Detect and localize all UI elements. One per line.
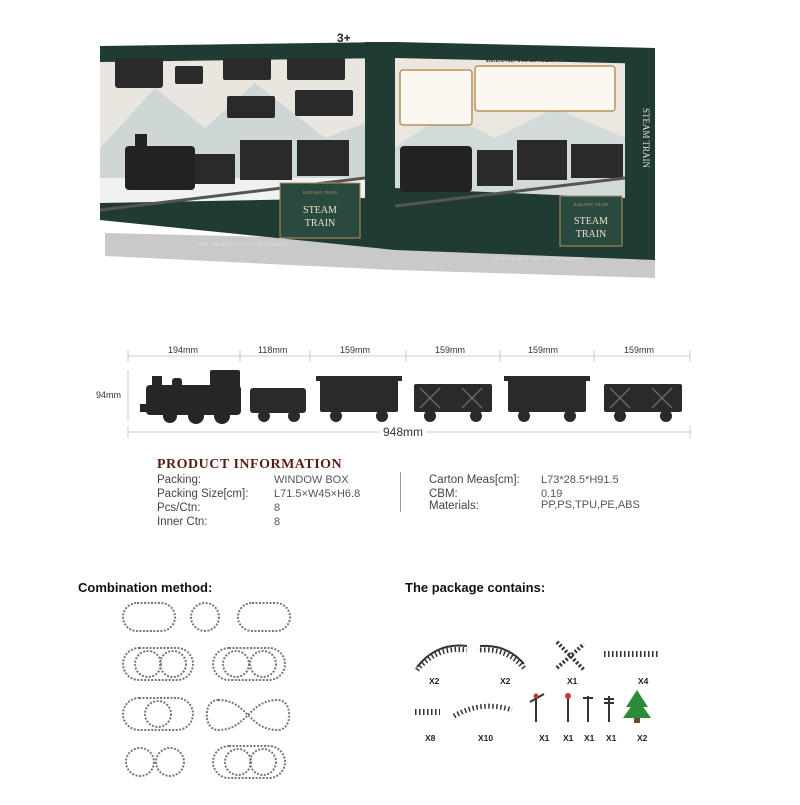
dim-height: 94mm [96,390,122,400]
combination-title: Combination method: [78,580,213,595]
item-long-curve [454,706,512,716]
pi-val-inner-ctn: 8 [274,516,281,528]
track-layouts-illustration [118,600,298,800]
pi-val-materials: PP,PS,TPU,PE,ABS [541,499,640,511]
dim-seg-4: 159mm [435,345,466,355]
qty-row2-4: X1 [563,733,574,743]
qty-row2-6: X1 [606,733,617,743]
qty-row2-2: X10 [478,733,494,743]
svg-text:TRAIN: TRAIN [575,229,607,240]
locomotive [140,370,241,424]
train-dimension-diagram [96,340,700,440]
qty-row2-5: X1 [584,733,595,743]
dim-seg-1: 194mm [168,345,199,355]
pi-val-carton: L73*28.5*H91.5 [541,474,619,486]
svg-text:STEAM: STEAM [574,216,608,227]
pi-divider [400,472,401,512]
pi-key-inner-ctn: Inner Ctn: [157,516,208,528]
dim-seg-5: 159mm [528,345,559,355]
item-crossing-sign [583,696,593,722]
dim-seg-3: 159mm [340,345,371,355]
box-car-1 [414,384,492,422]
deluxe-label: DELUXE TRAIN SET [485,56,555,64]
product-box-image [95,28,665,288]
box-product-name-2: TRAIN [304,218,336,229]
dim-seg-6: 159mm [624,345,655,355]
age-badge: 3+ [337,31,351,45]
item-crossing [557,642,584,670]
combination-layouts [118,600,298,800]
box-brand-small: RAILWAY TRAIN [302,190,338,195]
qty-row2-7: X2 [637,733,648,743]
pi-val-pcs-ctn: 8 [274,502,281,514]
svg-text:RAILWAY TRAIN: RAILWAY TRAIN [573,202,609,207]
dim-total: 948mm [380,425,426,439]
qty-row1-1: X2 [429,676,440,686]
qty-row1-4: X4 [638,676,649,686]
box-illustration [95,28,665,288]
pi-key-carton: Carton Meas[cm]: [429,474,520,486]
qty-row1-2: X2 [500,676,511,686]
svg-text:—: — [176,616,180,621]
qty-row2-1: X8 [425,733,436,743]
product-info-title: PRODUCT INFORMATION [157,457,343,472]
passenger-car-2 [504,376,590,422]
qty-row1-3: X1 [567,676,578,686]
pi-val-cbm: 0.19 [541,488,563,500]
dim-seg-2: 118mm [258,345,288,355]
box-car-2 [604,384,682,422]
package-title: The package contains: [405,580,546,595]
pi-key-materials: Materials: [429,500,479,512]
tender [250,388,306,422]
pi-key-cbm: CBM: [429,488,458,500]
box-slogan-right: GIVE THE BEST TOYS TO THE CHILDREN. [494,256,586,261]
passenger-car-1 [316,376,402,422]
box-product-name-1: STEAM [303,205,337,216]
pi-val-packing-size: L71.5×W45×H6.8 [274,488,361,500]
item-signpost [604,696,614,722]
box-side-label: STEAM TRAIN [641,107,651,169]
item-tree [623,690,651,723]
box-slogan-left: GIVE THE BEST TOYS TO THE CHILDREN. [197,242,289,247]
pi-val-packing: WINDOW BOX [274,474,349,486]
pi-key-pcs-ctn: Pcs/Ctn: [157,502,201,514]
qty-row2-3: X1 [539,733,550,743]
pi-key-packing: Packing: [157,474,202,486]
pi-key-packing-size: Packing Size[cm]: [157,488,249,500]
